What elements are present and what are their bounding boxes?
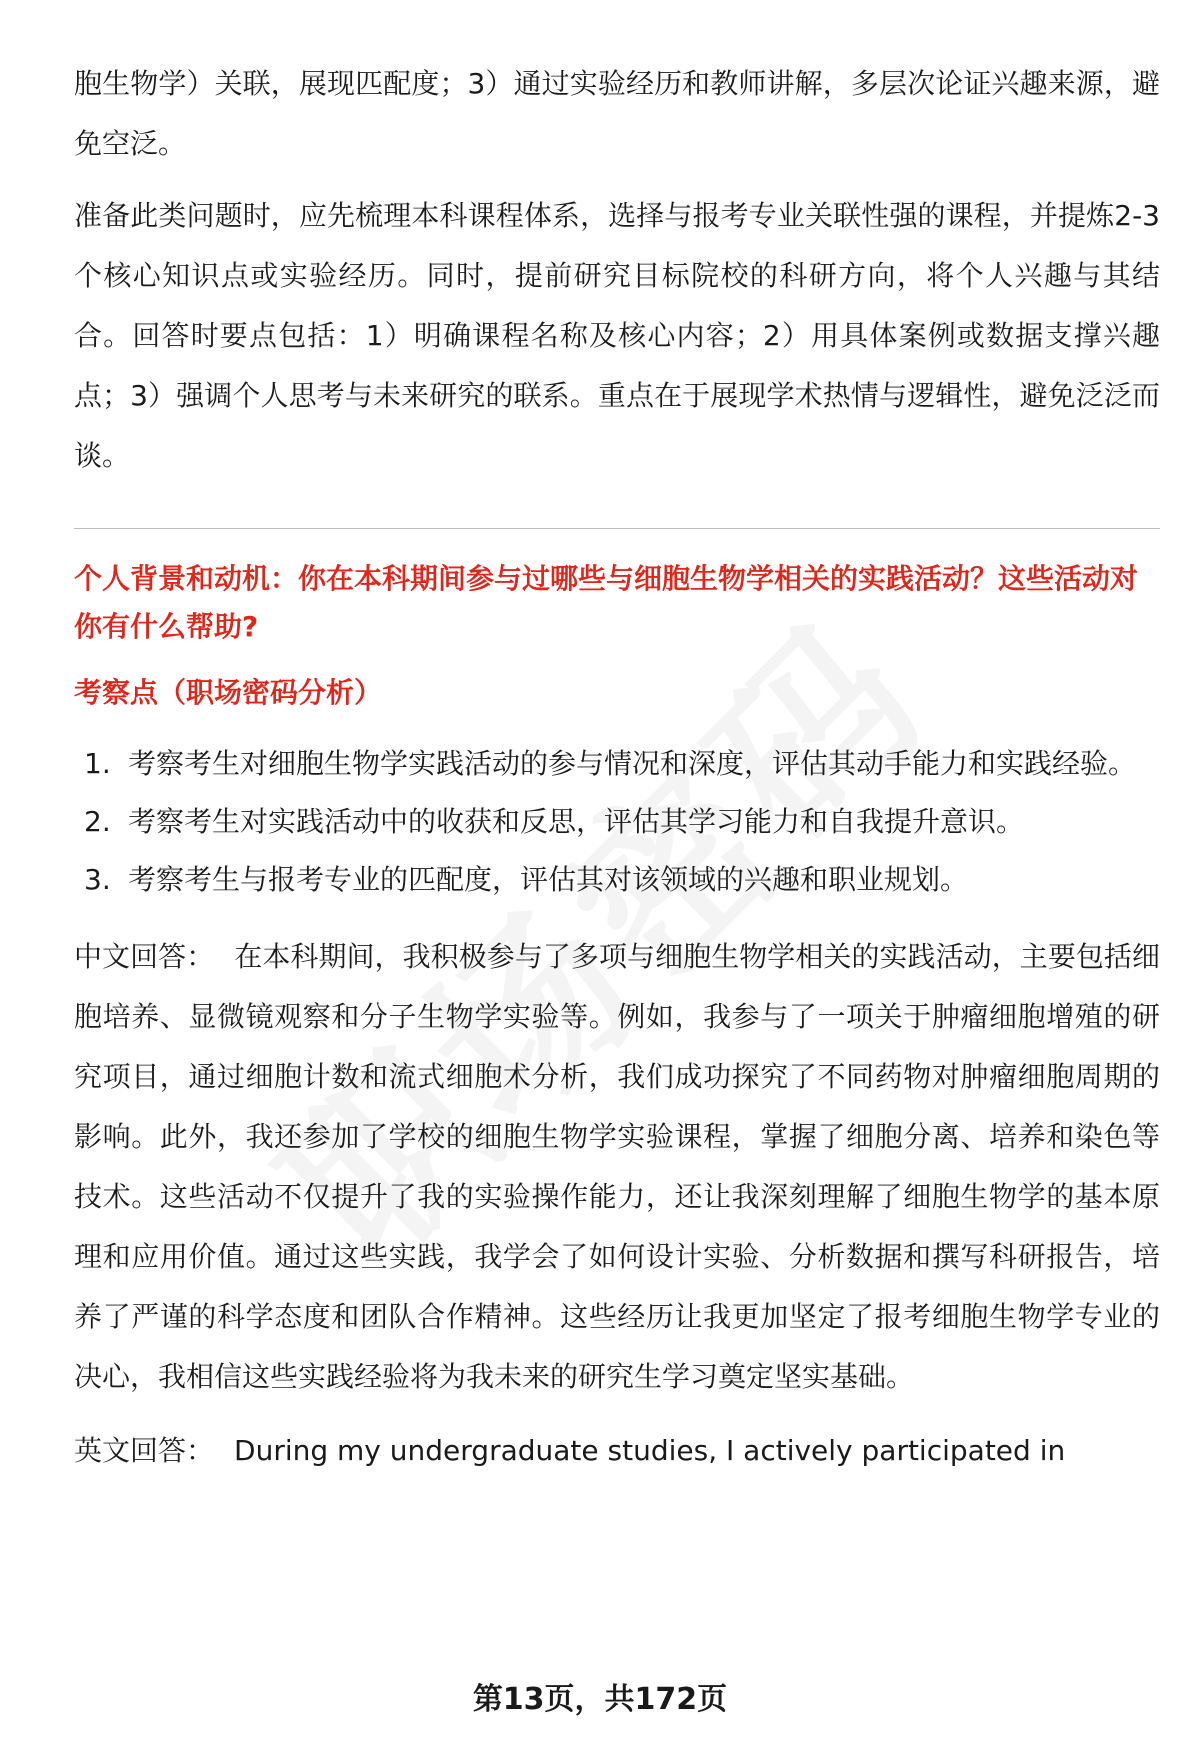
list-item-text: 考察考生对细胞生物学实践活动的参与情况和深度，评估其动手能力和实践经验。	[128, 747, 1137, 780]
intro-paragraph-1: 胞生物学）关联，展现匹配度；3）通过实验经历和教师讲解，多层次论证兴趣来源，避免空泛。	[74, 67, 1160, 160]
english-answer-label: 英文回答：	[74, 1434, 215, 1467]
question-heading: 个人背景和动机：你在本科期间参与过哪些与细胞生物学相关的实践活动？这些活动对你有什么帮助?	[74, 562, 1139, 643]
points-title: 考察点（职场密码分析）	[74, 676, 383, 709]
list-item	[74, 735, 1160, 793]
list-item-text: 考察考生对实践活动中的收获和反思，评估其学习能力和自我提升意识。	[128, 805, 1025, 838]
list-item-text: 考察考生与报考专业的匹配度，评估其对该领域的兴趣和职业规划。	[128, 863, 969, 896]
chinese-answer	[74, 927, 1160, 1407]
list-item	[74, 793, 1160, 851]
english-answer-text: During my undergraduate studies, I actively participated in	[234, 1434, 1066, 1467]
intro-paragraph-2: 准备此类问题时，应先梳理本科课程体系，选择与报考专业关联性强的课程，并提炼2-3个核心知识点或实验经历。同时，提前研究目标院校的科研方向，将个人兴趣与其结合。回答时要点包括：1）明确课程名称及核心内容；2）用具体案例或数据支撑兴趣点；3）强调个人思考与未来研究的联系。重点在于展现学术热情与逻辑性，避免泛泛而谈。	[74, 199, 1160, 472]
chinese-answer-text: 在本科期间，我积极参与了多项与细胞生物学相关的实践活动，主要包括细胞培养、显微镜观察和分子生物学实验等。例如，我参与了一项关于肿瘤细胞增殖的研究项目，通过细胞计数和流式细胞术分析，我们成功探究了不同药物对肿瘤细胞周期的影响。此外，我还参加了学校的细胞生物学实验课程，掌握了细胞分离、培养和染色等技术。这些活动不仅提升了我的实验操作能力，还让我深刻理解了细胞生物学的基本原理和应用价值。通过这些实践，我学会了如何设计实验、分析数据和撰写科研报告，培养了严谨的科学态度和团队合作精神。这些经历让我更加坚定了报考细胞生物学专业的决心，我相信这些实践经验将为我未来的研究生学习奠定坚实基础。	[74, 940, 1160, 1393]
page-number-footer: 第13页，共172页	[472, 1682, 728, 1717]
points-list	[74, 735, 1160, 909]
section-divider	[74, 528, 1160, 529]
document-page	[74, 54, 1160, 1481]
list-item	[74, 851, 1160, 909]
list-item-number: 3.	[84, 863, 111, 896]
english-answer	[74, 1421, 1160, 1481]
chinese-answer-label: 中文回答：	[74, 940, 215, 973]
list-item-number: 1.	[84, 747, 111, 780]
list-item-number: 2.	[84, 805, 111, 838]
